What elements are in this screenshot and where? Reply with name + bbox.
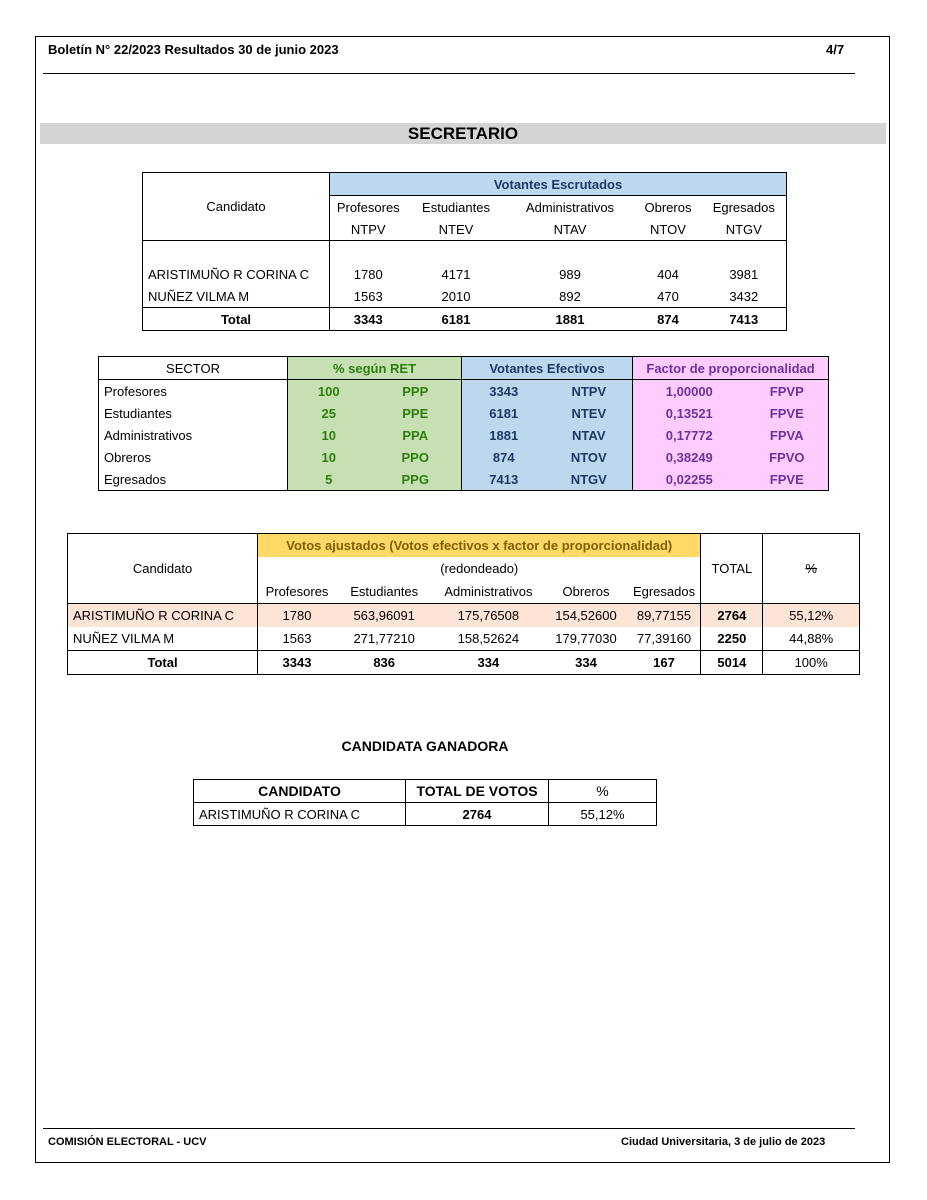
- factor-code: FPVE: [746, 468, 829, 491]
- column-header: Profesores: [330, 196, 407, 219]
- column-header: Estudiantes: [422, 199, 490, 215]
- cell-value: 1563: [330, 285, 407, 308]
- votantes-efectivos-header: Votantes Efectivos: [462, 357, 633, 380]
- total-value: 334: [544, 651, 627, 675]
- candidate-name: NUÑEZ VILMA M: [73, 631, 175, 646]
- votantes-value: 3343: [462, 380, 546, 403]
- winner-header-total: TOTAL DE VOTOS: [406, 780, 549, 803]
- factor-code: FPVP: [746, 380, 829, 403]
- table-row: [99, 468, 829, 491]
- sub-header: (redondeado): [258, 557, 701, 580]
- winner-title: CANDIDATA GANADORA: [341, 738, 509, 754]
- votantes-code: NTEV: [546, 402, 633, 424]
- winner-table: [193, 779, 657, 826]
- column-code: NTPV: [330, 218, 407, 241]
- table-row: [143, 263, 787, 285]
- factor-value: 0,38249: [633, 446, 746, 468]
- winner-total: 2764: [406, 803, 549, 826]
- column-header: Egresados: [632, 584, 696, 599]
- sector-name: Estudiantes: [104, 405, 172, 421]
- column-code: NTEV: [407, 218, 506, 241]
- pct-code: PPO: [370, 446, 462, 468]
- votos-ajustados-table: [67, 533, 860, 675]
- column-header: Administrativos: [525, 199, 615, 215]
- votantes-code: NTGV: [546, 468, 633, 491]
- cell-value: 3432: [729, 288, 759, 304]
- cell-value: 989: [559, 266, 581, 282]
- column-code: NTOV: [635, 218, 702, 241]
- pct-value: 10: [288, 424, 370, 446]
- group-header: Votantes Escrutados: [330, 173, 787, 196]
- cell-value: 1780: [258, 604, 336, 628]
- total-value: 3343: [258, 651, 336, 675]
- cell-value: 470: [657, 288, 679, 304]
- cell-value: 271,77210: [353, 631, 415, 646]
- bulletin-title: Boletín N° 22/2023 Resultados 30 de junio 2023: [48, 42, 339, 57]
- cell-value: 3981: [729, 266, 759, 282]
- cell-value: 4171: [441, 266, 471, 282]
- cell-value: 179,77030: [555, 631, 617, 646]
- votantes-code: NTAV: [546, 424, 633, 446]
- total-value: 6181: [407, 308, 506, 331]
- candidate-header: Candidato: [132, 561, 193, 576]
- pct-value: 100: [288, 380, 370, 403]
- factor-value: 1,00000: [633, 380, 746, 403]
- winner-header-pct: %: [549, 780, 657, 803]
- column-header: Egresados: [712, 199, 775, 215]
- pct-value: 5: [288, 468, 370, 491]
- footer-divider: [43, 1128, 855, 1129]
- footer-organization: COMISIÓN ELECTORAL - UCV: [48, 1136, 207, 1148]
- grand-pct: 100%: [763, 651, 860, 675]
- winner-pct: 55,12%: [549, 803, 657, 826]
- total-header: TOTAL: [701, 534, 763, 604]
- cell-value: 154,52600: [544, 604, 627, 628]
- winner-header-candidate: CANDIDATO: [194, 780, 406, 803]
- pct-code: PPA: [370, 424, 462, 446]
- winner-name: ARISTIMUÑO R CORINA C: [194, 803, 406, 826]
- cell-value: 175,76508: [432, 604, 544, 628]
- factor-code: FPVO: [746, 446, 829, 468]
- grand-total: 5014: [701, 651, 763, 675]
- total-value: 7413: [702, 308, 787, 331]
- total-label: Total: [68, 651, 258, 675]
- votantes-value: 1881: [462, 424, 546, 446]
- votantes-code: NTOV: [546, 446, 633, 468]
- total-row: [68, 651, 860, 675]
- votantes-code: NTPV: [546, 380, 633, 403]
- pct-code: PPE: [370, 402, 462, 424]
- sector-factor-table: [98, 356, 829, 491]
- cell-value: 1780: [330, 263, 407, 285]
- section-title: SECRETARIO: [407, 124, 519, 143]
- row-total: 2764: [701, 604, 763, 628]
- total-value: 1881: [506, 308, 635, 331]
- header-divider: [43, 73, 855, 74]
- table-row: [143, 285, 787, 308]
- total-label: Total: [143, 308, 330, 331]
- cell-value: 158,52624: [457, 631, 520, 646]
- cell-value: 1563: [258, 627, 336, 651]
- footer-date: Ciudad Universitaria, 3 de julio de 2023: [621, 1136, 826, 1148]
- column-header: Estudiantes: [350, 584, 419, 599]
- row-pct: 55,12%: [763, 604, 860, 628]
- votantes-value: 874: [462, 446, 546, 468]
- factor-header: Factor de proporcionalidad: [633, 357, 829, 380]
- candidate-header: Candidato: [143, 173, 330, 241]
- column-header: Profesores: [258, 580, 336, 604]
- total-value: 167: [628, 651, 701, 675]
- factor-code: FPVE: [746, 402, 829, 424]
- column-header: Administrativos: [444, 584, 533, 599]
- votantes-value: 7413: [462, 468, 546, 491]
- factor-value: 0,02255: [633, 468, 746, 491]
- candidate-name: ARISTIMUÑO R CORINA C: [148, 266, 310, 282]
- factor-code: FPVA: [746, 424, 829, 446]
- table-row: [99, 424, 829, 446]
- table-row: [68, 627, 860, 651]
- page-number: 4/7: [826, 42, 845, 57]
- sector-name: Profesores: [104, 383, 167, 399]
- pct-header: %: [763, 534, 860, 604]
- sector-header: SECTOR: [99, 357, 288, 380]
- sector-name: Obreros: [104, 449, 151, 465]
- cell-value: 2010: [441, 288, 471, 304]
- factor-value: 0,17772: [633, 424, 746, 446]
- sector-name: Egresados: [104, 471, 167, 487]
- column-code: NTGV: [702, 218, 787, 241]
- total-value: 3343: [330, 308, 407, 331]
- column-header: Obreros: [562, 584, 610, 599]
- column-header: Obreros: [644, 199, 692, 215]
- cell-value: 892: [559, 288, 581, 304]
- total-value: 334: [432, 651, 544, 675]
- row-pct: 44,88%: [763, 627, 860, 651]
- table-row: [99, 446, 829, 468]
- table-row: [99, 402, 829, 424]
- pct-ret-header: % según RET: [288, 357, 462, 380]
- group-header: Votos ajustados (Votos efectivos x factor de proporcionalidad): [258, 534, 701, 558]
- pct-value: 10: [288, 446, 370, 468]
- votantes-escrutados-table: [142, 172, 787, 331]
- pct-value: 25: [288, 402, 370, 424]
- cell-value: 89,77155: [628, 604, 701, 628]
- pct-code: PPG: [370, 468, 462, 491]
- row-total: 2250: [701, 627, 763, 651]
- votantes-value: 6181: [462, 402, 546, 424]
- candidate-name: ARISTIMUÑO R CORINA C: [68, 604, 258, 628]
- table-row: [194, 803, 657, 826]
- cell-value: 404: [657, 266, 679, 282]
- candidate-name: NUÑEZ VILMA M: [148, 288, 250, 304]
- sector-name: Administrativos: [104, 427, 193, 443]
- factor-value: 0,13521: [633, 402, 746, 424]
- total-value: 874: [635, 308, 702, 331]
- column-code: NTAV: [506, 218, 635, 241]
- total-row: [143, 308, 787, 331]
- cell-value: 77,39160: [636, 631, 692, 646]
- total-value: 836: [336, 651, 433, 675]
- pct-code: PPP: [370, 380, 462, 403]
- table-row: [99, 380, 829, 403]
- cell-value: 563,96091: [336, 604, 433, 628]
- table-row: [68, 604, 860, 628]
